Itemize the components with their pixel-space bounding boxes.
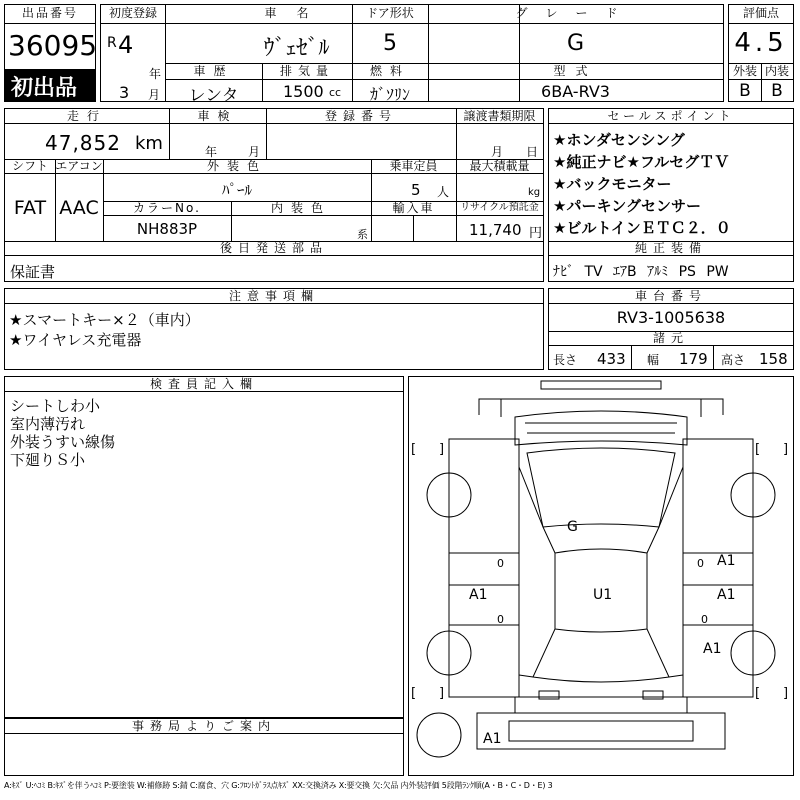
inspector-label: 検査員記入欄 xyxy=(149,377,258,391)
equipment-item: ｱﾙﾐ xyxy=(647,264,669,280)
load-unit: kg xyxy=(528,187,541,198)
ext-label: 外装 xyxy=(732,64,757,78)
svg-text:]: ] xyxy=(439,442,445,457)
sales-point-item: ★バックモニター xyxy=(553,175,672,193)
displacement-value: 1500 xyxy=(283,82,324,101)
damage-mark: A1 xyxy=(483,731,502,747)
seats-value: 5 xyxy=(411,181,421,199)
inspector-line: シートしわ小 xyxy=(10,397,101,415)
score-cell xyxy=(728,4,794,102)
vehicle-grid xyxy=(4,108,544,282)
equipment-list xyxy=(553,261,729,281)
damage-mark: U1 xyxy=(593,587,613,603)
svg-text:0: 0 xyxy=(701,613,708,626)
equipment-item: ｴｱB xyxy=(613,264,637,280)
later-parts-label: 後日発送部品 xyxy=(219,241,328,255)
plate-label: 登録番号 xyxy=(324,109,397,123)
sales-point-item: ★ホンダセンシング xyxy=(553,131,685,149)
later-parts-value: 保証書 xyxy=(10,263,56,281)
svg-text:]: ] xyxy=(439,686,445,701)
damage-mark: A1 xyxy=(717,553,736,569)
damage-mark: G xyxy=(567,519,578,535)
listing-header-grid xyxy=(100,4,724,106)
svg-text:[: [ xyxy=(411,442,417,457)
inspector-box xyxy=(4,376,404,718)
lot-label: 出品番号 xyxy=(21,6,78,20)
equipment-item: PW xyxy=(706,264,729,280)
car-diagram xyxy=(408,376,794,776)
damage-mark: A1 xyxy=(703,641,722,657)
svg-text:[: [ xyxy=(411,686,417,701)
color-value: ﾊﾟｰﾙ xyxy=(221,181,252,199)
color-no-value: NH883P xyxy=(136,220,198,238)
transfer-label: 譲渡書類期限 xyxy=(463,109,536,123)
ac-value: AAC xyxy=(59,197,99,219)
shift-value: FAT xyxy=(13,197,47,219)
inspection-year-unit: 年 xyxy=(205,145,218,159)
notes-line: ★スマートキー×２（車内） xyxy=(9,311,200,329)
length-label: 長さ xyxy=(553,353,578,367)
dims-label: 諸元 xyxy=(652,331,689,345)
grade-label: グレード xyxy=(515,6,636,20)
damage-mark: A1 xyxy=(469,587,488,603)
transfer-month-unit: 月 xyxy=(491,145,504,159)
interior-label: 内装色 xyxy=(270,201,331,215)
ac-label: エアコン xyxy=(55,159,103,173)
era: R xyxy=(107,35,117,51)
width-label: 幅 xyxy=(647,353,660,367)
transfer-day-unit: 日 xyxy=(526,145,539,159)
mileage-label: 走行 xyxy=(66,109,107,123)
width-value: 179 xyxy=(679,350,708,368)
int-grade: B xyxy=(771,81,783,101)
history-value: レンタ xyxy=(188,86,239,106)
model-value: 6BA-RV3 xyxy=(541,82,610,101)
office-box xyxy=(4,718,404,776)
interior-suffix: 系 xyxy=(357,228,368,241)
year-unit: 年 xyxy=(149,67,162,81)
svg-text:0: 0 xyxy=(497,557,504,570)
car-name-label: 車名 xyxy=(264,6,329,20)
length-value: 433 xyxy=(597,350,626,368)
mileage-unit: km xyxy=(135,133,163,154)
score-label: 評価点 xyxy=(742,6,779,20)
legend-text: A:ｷｽﾞ U:ﾍｺﾐ B:ｷｽﾞを伴うﾍｺﾐ P:要塗装 W:補修跡 S:錆 C:腐食、穴 G:ﾌﾛﾝﾄｶﾞﾗｽ点ｷｽﾞ XX:交換済み X:要交換 欠:欠品 内外装評価 5段階ﾗﾝｸ順(A・B・C・D・E) 3 xyxy=(4,781,553,790)
inspection-label: 車検 xyxy=(197,109,238,123)
recycle-value: 11,740 xyxy=(469,221,522,239)
fuel-value: ｶﾞｿﾘﾝ xyxy=(369,85,410,104)
sales-point-item: ★純正ナビ★フルセグＴＶ xyxy=(553,153,730,171)
svg-text:[: [ xyxy=(755,686,761,701)
equipment-item: TV xyxy=(584,264,603,280)
svg-text:]: ] xyxy=(783,442,789,457)
door-value: 5 xyxy=(383,31,397,56)
first-listing-text: 初出品 xyxy=(11,76,78,101)
equipment-item: ﾅﾋﾞ xyxy=(553,264,574,280)
ext-grade: B xyxy=(739,81,751,101)
color-no-label: カラーNo. xyxy=(133,201,201,215)
notes-line: ★ワイヤレス充電器 xyxy=(9,331,142,349)
height-label: 高さ xyxy=(721,353,746,367)
displacement-label: 排気量 xyxy=(279,64,334,78)
svg-text:0: 0 xyxy=(697,557,704,570)
mileage-value: 47,852 xyxy=(45,131,121,155)
height-value: 158 xyxy=(759,350,788,368)
seats-label: 乗車定員 xyxy=(389,159,438,173)
inspection-month-unit: 月 xyxy=(248,145,261,159)
inspector-line: 外装うすい線傷 xyxy=(10,433,116,451)
history-label: 車歴 xyxy=(193,64,234,78)
chassis-label: 車台番号 xyxy=(634,289,707,303)
car-name: ｳﾞｪｾﾞﾙ xyxy=(263,36,330,61)
grade-value: G xyxy=(566,31,585,56)
month-unit: 月 xyxy=(148,88,161,102)
score-value: 4.5 xyxy=(734,28,788,58)
seats-unit: 人 xyxy=(437,185,450,199)
reg-month: 3 xyxy=(119,83,130,102)
import-label: 輸入車 xyxy=(392,201,435,215)
model-label: 型式 xyxy=(553,64,598,78)
int-label: 内装 xyxy=(764,64,789,78)
color-label: 外装色 xyxy=(206,159,267,173)
lot-cell xyxy=(4,4,96,102)
chassis-box xyxy=(548,288,794,370)
sales-point-item: ★パーキングセンサー xyxy=(553,197,701,215)
recycle-label: リサイクル預託金 xyxy=(460,202,539,213)
shift-label: シフト xyxy=(11,159,48,173)
lot-number: 36095 xyxy=(8,29,98,62)
damage-mark: A1 xyxy=(717,587,736,603)
equipment-item: PS xyxy=(678,264,696,280)
door-label: ドア形状 xyxy=(366,6,414,20)
fuel-label: 燃料 xyxy=(369,64,410,78)
inspector-line: 室内薄汚れ xyxy=(10,415,86,433)
svg-text:]: ] xyxy=(783,686,789,701)
equipment-label: 純正装備 xyxy=(634,241,707,255)
reg-label: 初度登録 xyxy=(108,6,157,20)
office-label: 事務局よりご案内 xyxy=(131,719,276,733)
notes-box xyxy=(4,288,544,370)
load-label: 最大積載量 xyxy=(469,159,530,173)
sales-points-label: セールスポイント xyxy=(607,109,735,123)
displacement-unit: cc xyxy=(329,86,342,99)
chassis-number: RV3-1005638 xyxy=(616,308,726,327)
car-outline-svg xyxy=(409,377,793,775)
svg-text:[: [ xyxy=(755,442,761,457)
sales-points-box xyxy=(548,108,794,282)
sales-point-item: ★ビルトインＥＴＣ２．０ xyxy=(553,219,731,237)
inspector-line: 下廻りＳ小 xyxy=(10,451,86,469)
svg-text:0: 0 xyxy=(497,613,504,626)
notes-label: 注意事項欄 xyxy=(228,289,319,303)
recycle-unit: 円 xyxy=(529,226,543,241)
reg-year: 4 xyxy=(118,31,134,59)
